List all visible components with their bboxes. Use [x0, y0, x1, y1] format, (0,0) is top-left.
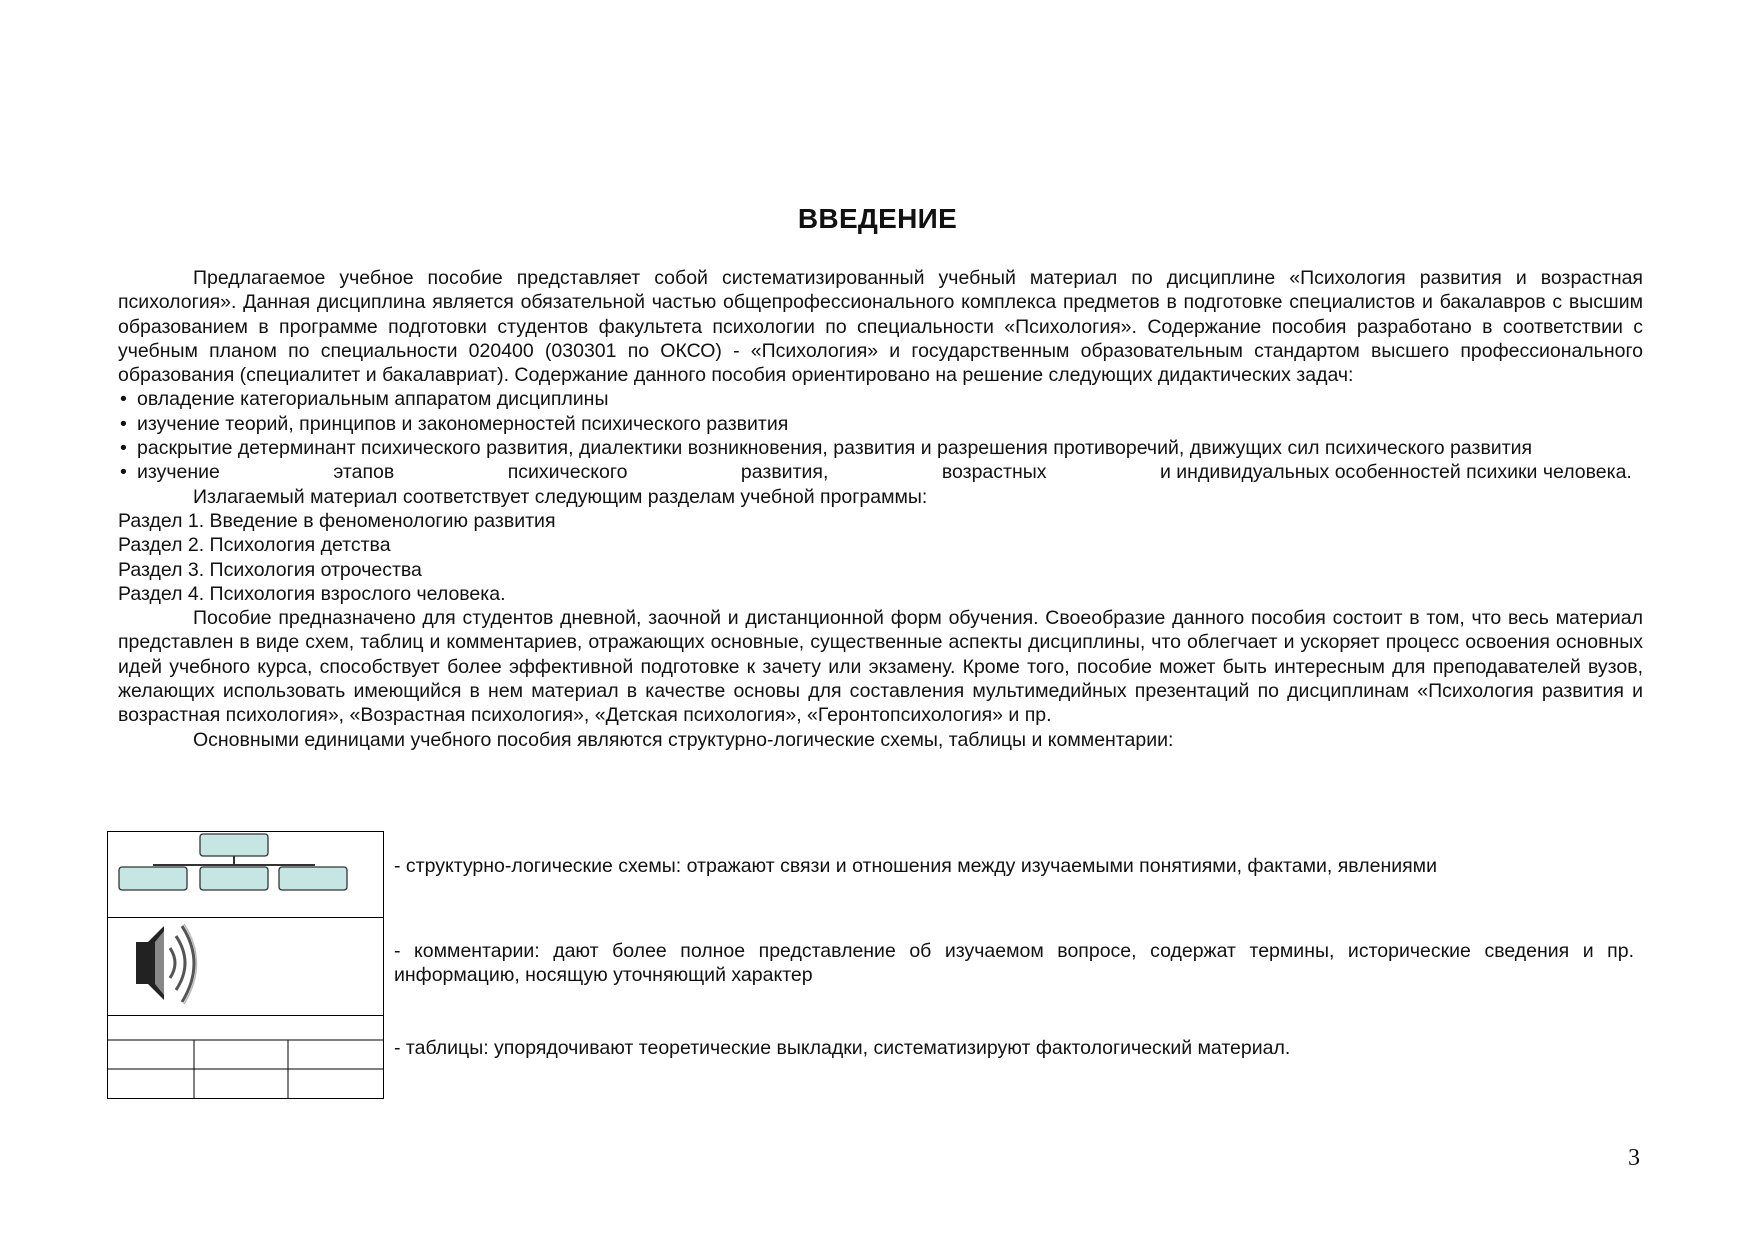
table-icon	[108, 1016, 383, 1098]
main-text	[118, 266, 1643, 752]
section-item: Раздел 1. Введение в феноменологию развития	[118, 509, 556, 532]
word: развития,	[740, 461, 829, 484]
word: этапов	[333, 461, 395, 484]
list-item	[118, 460, 1643, 484]
word: психического	[507, 461, 628, 484]
section-item: Раздел 4. Психология взрослого человека.	[118, 582, 506, 605]
speaker-icon	[108, 918, 383, 1016]
section-item: Раздел 3. Психология отрочества	[118, 558, 422, 581]
legend-comment-text: - комментарии: дают более полное представление об изучаемом вопросе, содержат термины, исторические сведения и пр. информацию, носящую уточняющий характер	[394, 940, 1634, 986]
list-item: • изучение теорий, принципов и закономерностей психического развития	[118, 412, 1643, 436]
list-item: • раскрытие детерминант психического развития, диалектики возникновения, развития и разрешения противоречий, движущих сил психического развития	[118, 436, 1643, 460]
page-number: 3	[1628, 1145, 1640, 1171]
list-item: • овладение категориальным аппаратом дисциплины	[118, 387, 1643, 411]
word: и индивидуальных особенностей психики человека.	[1159, 461, 1632, 484]
legend-box	[107, 831, 384, 1099]
section-item: Раздел 2. Психология детства	[118, 534, 391, 557]
org-chart-icon	[108, 832, 383, 918]
intro-paragraph: Предлагаемое учебное пособие представляет собой систематизированный учебный материал по дисциплине «Психология развития и возрастная психология». Данная дисциплина является обязательной частью общепрофессионального комплекса предметов в подготовке специалистов и бакалавров с высшим образованием в программе подготовки студентов факультета психологии по специальности «Психология». Содержание пособия разработано в соответствии с учебным планом по специальности 020400 (030301 по ОКСО) - «Психология» и государственным образовательным стандартом высшего профессионального образования (специалитет и бакалавриат). Содержание данного пособия ориентировано на решение следующих дидактических задач:	[118, 267, 1643, 387]
list-item-justified-line	[137, 460, 1643, 484]
word: • изучение	[137, 461, 220, 484]
page-title: ВВЕДЕНИЕ	[797, 203, 958, 234]
legend-schema-text: - структурно-логические схемы: отражают связи и отношения между изучаемыми понятиями, фактами, явлениями	[394, 855, 1437, 877]
sections-intro: Излагаемый материал соответствует следующим разделам учебной программы:	[193, 485, 928, 508]
legend-table-text: - таблицы: упорядочивают теоретические выкладки, систематизируют фактологический материал.	[394, 1037, 1291, 1059]
word: возрастных	[941, 461, 1047, 484]
units-intro: Основными единицами учебного пособия являются структурно-логические схемы, таблицы и комментарии:	[193, 728, 1174, 751]
task-list	[118, 387, 1643, 484]
purpose-paragraph: Пособие предназначено для студентов дневной, заочной и дистанционной форм обучения. Своеобразие данного пособия состоит в том, что весь материал представлен в виде схем, таблиц и комментариев, отражающих основные, существенные аспекты дисциплины, что облегчает и ускоряет процесс освоения основных идей учебного курса, способствует более эффективной подготовке к зачету или экзамену. Кроме того, пособие может быть интересным для преподавателей вузов, желающих использовать имеющийся в нем материал в качестве основы для составления мультимедийных презентаций по дисциплинам «Психология развития и возрастная психология», «Возрастная психология», «Детская психология», «Геронтопсихология» и пр.	[118, 607, 1643, 727]
